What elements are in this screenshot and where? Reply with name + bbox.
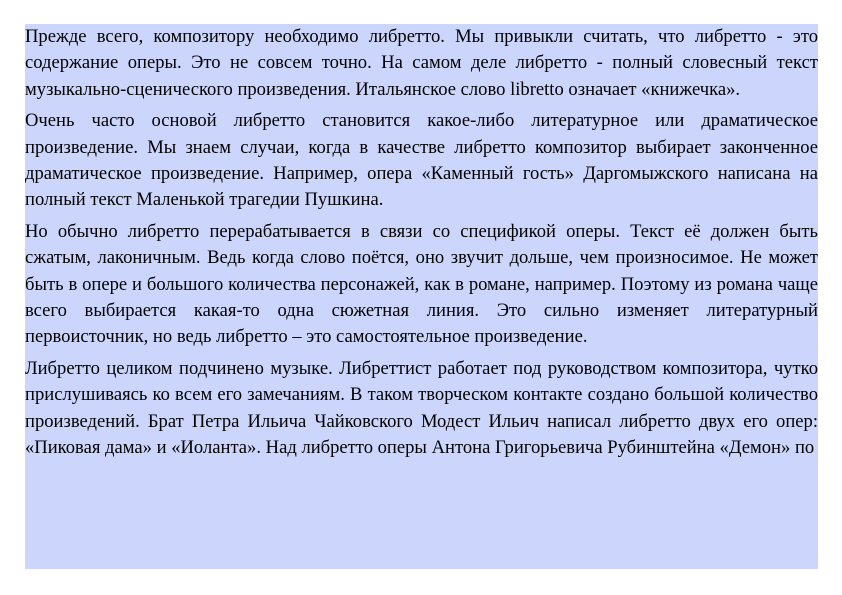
paragraph-music-subordination: Либретто целиком подчинено музыке. Либреттист работает под руководством композитора, чутко прислушиваясь ко всем его замечаниям. В таком творческом контакте создано большой количество произведений. Брат Петра Ильича Чайковского Модест Ильич написал либретто двух его опер: «Пиковая дама» и «Иоланта». Над либретто оперы Антона Григорьевича Рубинштейна «Демон» по (25, 357, 818, 459)
paragraph-definition: Прежде всего, композитору необходимо либретто. Мы привыкли считать, что либретто - это содержание оперы. Это не совсем точно. На самом деле либретто - полный словесный текст музыкально-сценического произведения. Итальянское слово libretto означает «книжечка». (25, 26, 818, 100)
paragraph-literary-source: Очень часто основой либретто становится какое-либо литературное или драматическое произведение. Мы знаем случаи, когда в качестве либретто композитор выбирает законченное драматическое произведение. Например, опера «Каменный гость» Даргомыжского написана на полный текст Маленькой трагедии Пушкина. (25, 110, 818, 211)
text-block (25, 24, 818, 569)
paragraph-adaptation: Но обычно либретто перерабатывается в связи со спецификой оперы. Текст её должен быть сжатым, лаконичным. Ведь когда слово поётся, оно звучит дольше, чем произносимое. Не может быть в опере и большого количества персонажей, как в романе, например. Поэтому из романа чаще всего выбирается какая-то одна сюжетная линия. Это сильно изменяет литературный первоисточник, но ведь либретто – это самостоятельное произведение. (25, 220, 818, 348)
